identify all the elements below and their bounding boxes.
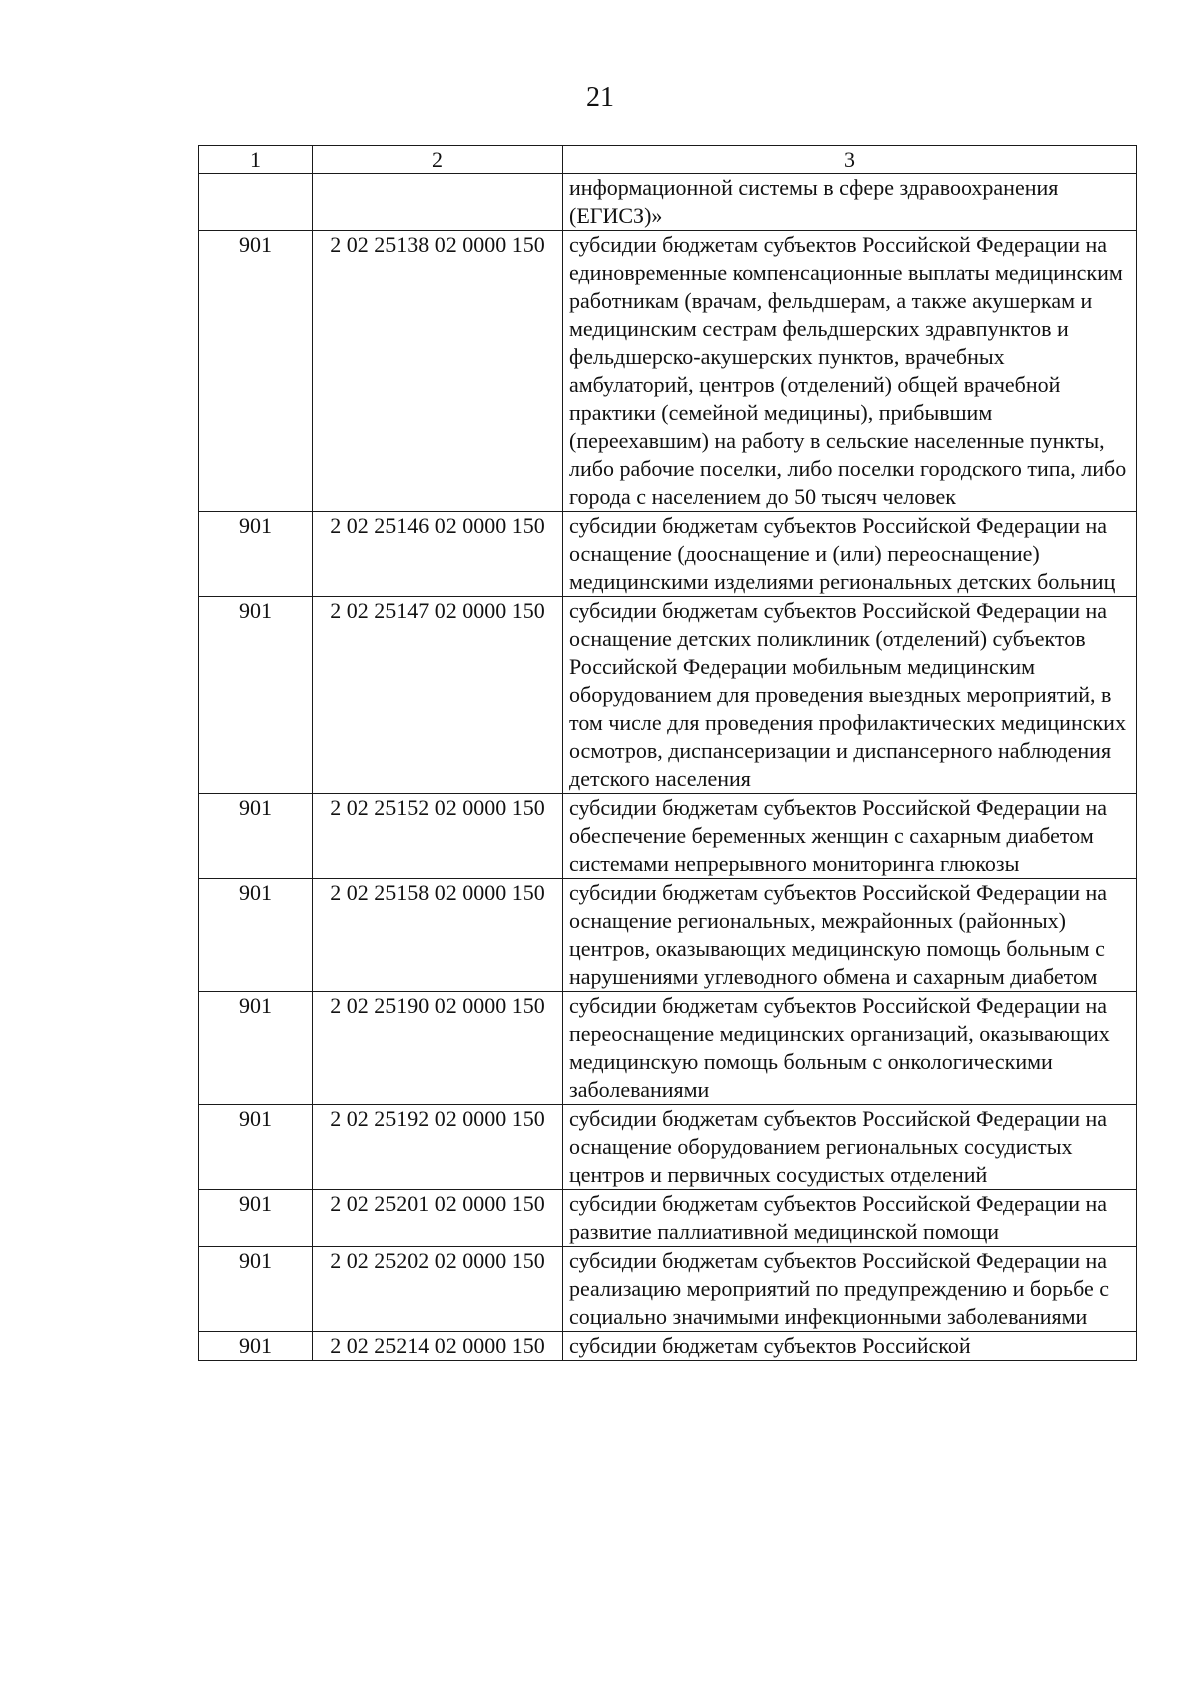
- admin-code-cell: 901: [199, 992, 313, 1105]
- admin-code-cell: [199, 174, 313, 231]
- column-header-1: 1: [199, 146, 313, 174]
- budget-code-cell: 2 02 25152 02 0000 150: [313, 794, 563, 879]
- admin-code-cell: 901: [199, 512, 313, 597]
- budget-code-cell: 2 02 25201 02 0000 150: [313, 1190, 563, 1247]
- table-row: [199, 1190, 1137, 1247]
- budget-classification-table: [198, 145, 1137, 1361]
- budget-code-cell: 2 02 25158 02 0000 150: [313, 879, 563, 992]
- table-row: [199, 1247, 1137, 1332]
- budget-code-cell: 2 02 25190 02 0000 150: [313, 992, 563, 1105]
- budget-code-cell: 2 02 25146 02 0000 150: [313, 512, 563, 597]
- table-body: [199, 174, 1137, 1361]
- revenue-name-cell: субсидии бюджетам субъектов Российской Федерации на оснащение оборудованием региональных сосудистых центров и первичных сосудистых отделений: [563, 1105, 1137, 1190]
- admin-code-cell: 901: [199, 794, 313, 879]
- revenue-name-cell: субсидии бюджетам субъектов Российской Федерации на переоснащение медицинских организаций, оказывающих медицинскую помощь больным с онкологическими заболеваниями: [563, 992, 1137, 1105]
- budget-code-cell: 2 02 25138 02 0000 150: [313, 231, 563, 512]
- revenue-name-cell: субсидии бюджетам субъектов Российской Федерации на обеспечение беременных женщин с сахарным диабетом системами непрерывного мониторинга глюкозы: [563, 794, 1137, 879]
- table-row: [199, 231, 1137, 512]
- table-row: [199, 794, 1137, 879]
- revenue-name-cell: субсидии бюджетам субъектов Российской Федерации на оснащение (дооснащение и (или) переоснащение) медицинскими изделиями региональных детских больниц: [563, 512, 1137, 597]
- table-row: [199, 174, 1137, 231]
- admin-code-cell: 901: [199, 1332, 313, 1361]
- budget-code-cell: [313, 174, 563, 231]
- revenue-name-cell: субсидии бюджетам субъектов Российской: [563, 1332, 1137, 1361]
- admin-code-cell: 901: [199, 597, 313, 794]
- revenue-name-cell: субсидии бюджетам субъектов Российской Федерации на развитие паллиативной медицинской помощи: [563, 1190, 1137, 1247]
- budget-code-cell: 2 02 25147 02 0000 150: [313, 597, 563, 794]
- page-number: 21: [586, 82, 614, 113]
- revenue-name-cell: субсидии бюджетам субъектов Российской Федерации на единовременные компенсационные выплаты медицинским работникам (врачам, фельдшерам, а также акушеркам и медицинским сестрам фельдшерских здравпунктов и фельдшерско-акушерских пунктов, врачебных амбулаторий, центров (отделений) общей врачебной практики (семейной медицины), прибывшим (переехавшим) на работу в сельские населенные пункты, либо рабочие поселки, либо поселки городского типа, либо города с населением до 50 тысяч человек: [563, 231, 1137, 512]
- revenue-name-cell: субсидии бюджетам субъектов Российской Федерации на оснащение детских поликлиник (отделений) субъектов Российской Федерации мобильным медицинским оборудованием для проведения выездных мероприятий, в том числе для проведения профилактических медицинских осмотров, диспансеризации и диспансерного наблюдения детского населения: [563, 597, 1137, 794]
- column-header-3: 3: [563, 146, 1137, 174]
- admin-code-cell: 901: [199, 231, 313, 512]
- column-header-2: 2: [313, 146, 563, 174]
- table-row: [199, 1332, 1137, 1361]
- admin-code-cell: 901: [199, 1190, 313, 1247]
- revenue-name-cell: субсидии бюджетам субъектов Российской Федерации на реализацию мероприятий по предупреждению и борьбе с социально значимыми инфекционными заболеваниями: [563, 1247, 1137, 1332]
- table-row: [199, 512, 1137, 597]
- budget-code-cell: 2 02 25214 02 0000 150: [313, 1332, 563, 1361]
- admin-code-cell: 901: [199, 1247, 313, 1332]
- table-row: [199, 597, 1137, 794]
- table-header: [199, 146, 1137, 174]
- admin-code-cell: 901: [199, 1105, 313, 1190]
- table-row: [199, 879, 1137, 992]
- revenue-name-cell: субсидии бюджетам субъектов Российской Федерации на оснащение региональных, межрайонных (районных) центров, оказывающих медицинскую помощь больным с нарушениями углеводного обмена и сахарным диабетом: [563, 879, 1137, 992]
- budget-code-cell: 2 02 25202 02 0000 150: [313, 1247, 563, 1332]
- admin-code-cell: 901: [199, 879, 313, 992]
- table-row: [199, 1105, 1137, 1190]
- header-row: [199, 146, 1137, 174]
- revenue-name-cell: информационной системы в сфере здравоохранения (ЕГИСЗ)»: [563, 174, 1137, 231]
- table-row: [199, 992, 1137, 1105]
- budget-code-cell: 2 02 25192 02 0000 150: [313, 1105, 563, 1190]
